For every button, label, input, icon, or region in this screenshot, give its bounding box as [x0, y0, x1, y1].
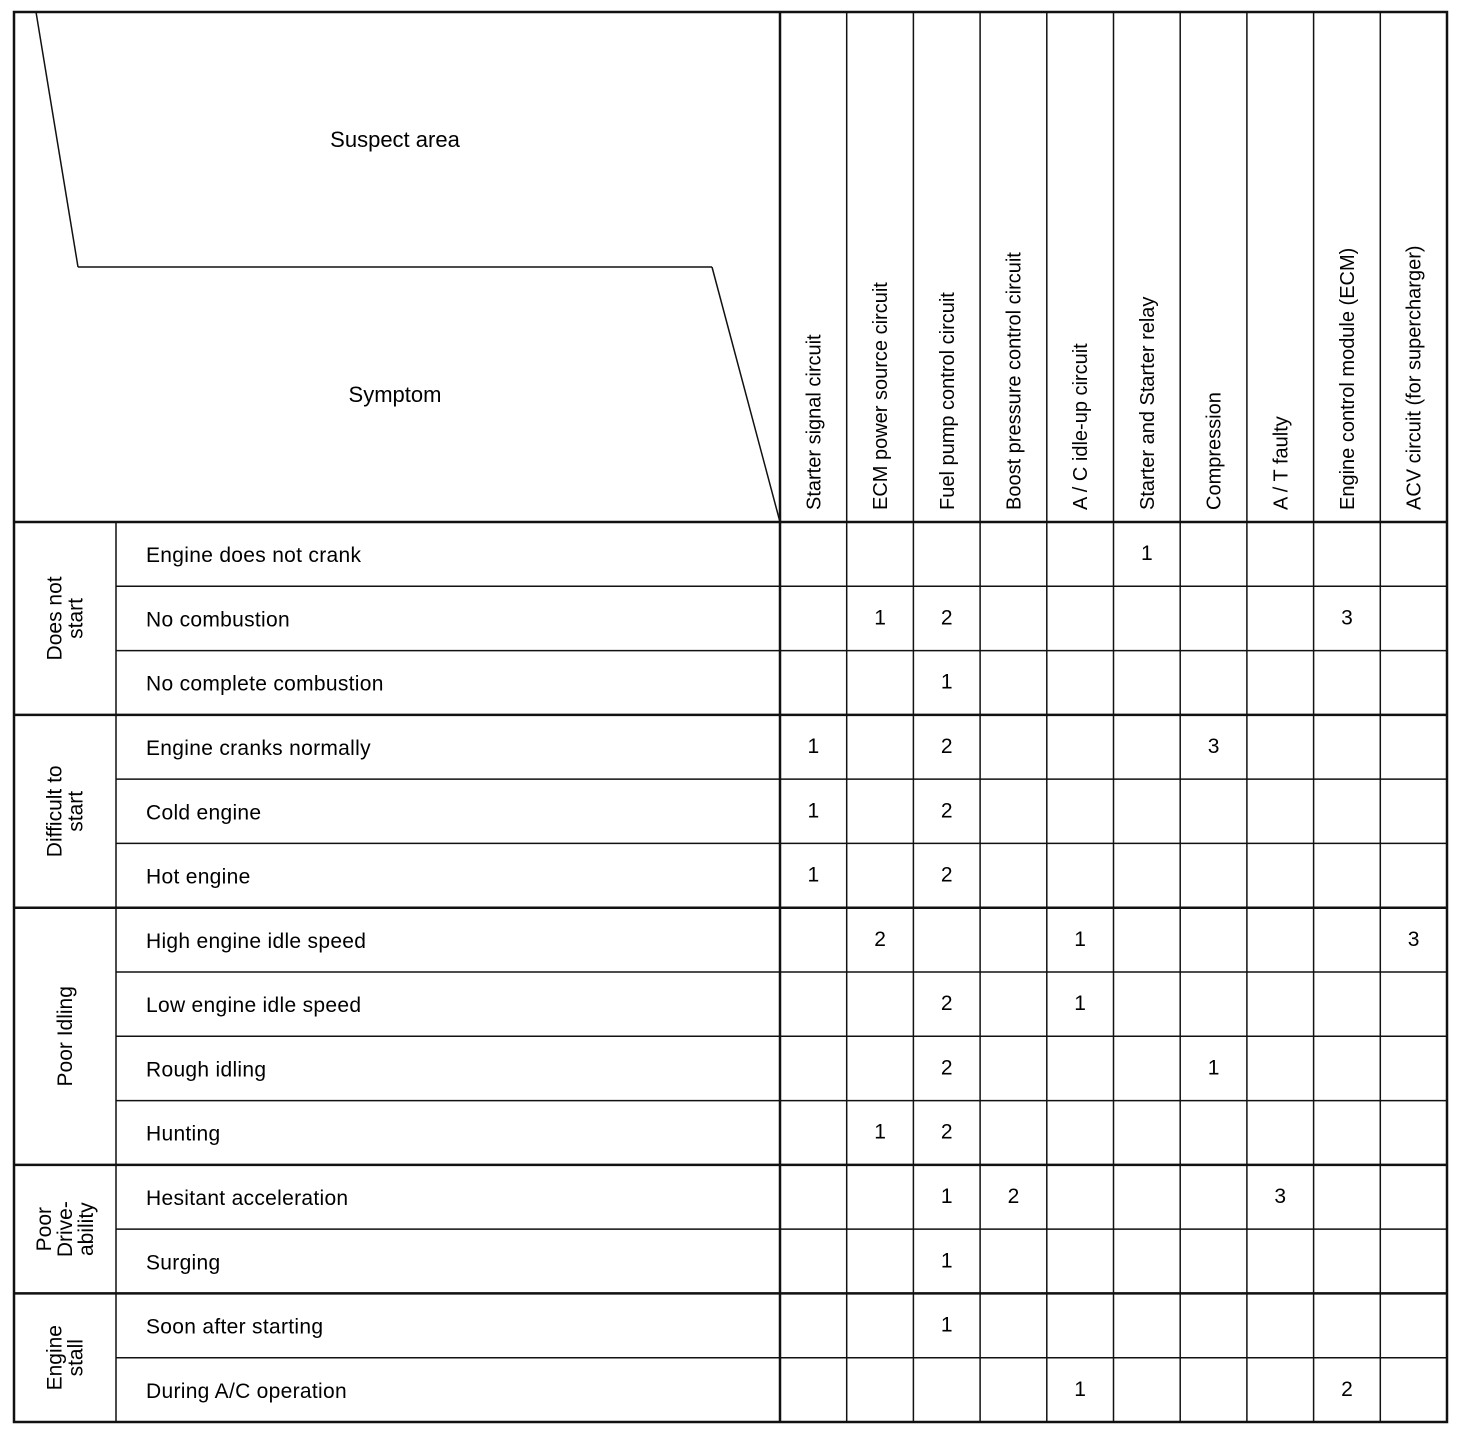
symptom-label: Low engine idle speed — [146, 994, 362, 1018]
priority-value: 2 — [940, 735, 953, 758]
priority-value: 2 — [940, 863, 953, 887]
group-label: Does not — [43, 576, 67, 661]
table-row — [146, 1056, 1219, 1081]
column-header: Fuel pump control circuit — [936, 292, 959, 510]
priority-value: 1 — [1074, 927, 1086, 951]
priority-value: 1 — [807, 799, 820, 823]
symptom-group — [44, 576, 88, 660]
priority-value: 1 — [874, 1120, 886, 1144]
table-row — [146, 735, 1219, 760]
priority-value: 3 — [1207, 735, 1220, 758]
symptom-label: Hunting — [146, 1122, 221, 1146]
priority-value: 2 — [874, 927, 886, 951]
header-diagonal-right — [712, 267, 780, 522]
table-row — [146, 1185, 1286, 1210]
priority-value: 1 — [1207, 1056, 1220, 1080]
priority-value: 1 — [807, 735, 820, 758]
priority-value: 1 — [1141, 542, 1153, 566]
priority-value: 1 — [1074, 1377, 1086, 1401]
group-label: Difficult to — [43, 765, 67, 858]
symptom-label: No combustion — [146, 608, 290, 632]
priority-value: 3 — [1341, 606, 1353, 630]
table-row — [146, 928, 1419, 953]
priority-value: 1 — [940, 1185, 953, 1208]
column-header: Engine control module (ECM) — [1336, 247, 1359, 510]
priority-value: 2 — [1007, 1185, 1020, 1208]
table-row — [146, 992, 1086, 1017]
table-row — [146, 1378, 1353, 1403]
table-row — [146, 1121, 953, 1146]
symptom-label: Engine cranks normally — [146, 737, 371, 760]
priority-value: 2 — [1341, 1377, 1353, 1401]
group-label: ability — [75, 1202, 98, 1256]
column-header: Boost pressure control circuit — [1003, 252, 1026, 510]
symptom-label: Rough idling — [146, 1058, 267, 1082]
column-header: A / T faulty — [1270, 416, 1293, 510]
column-headers — [803, 245, 1425, 510]
group-label: Drive- — [54, 1201, 77, 1258]
symptom-group — [33, 1201, 98, 1257]
symptom-label: Cold engine — [146, 801, 262, 825]
table-grid — [14, 12, 1447, 1422]
table-row — [146, 542, 1153, 567]
priority-value: 1 — [874, 606, 886, 630]
symptom-group — [54, 986, 77, 1086]
group-label: Poor — [33, 1206, 56, 1252]
column-header: ACV circuit (for supercharger) — [1403, 245, 1426, 510]
column-header: ECM power source circuit — [870, 282, 893, 510]
priority-value: 2 — [940, 1120, 953, 1144]
priority-value: 2 — [940, 1056, 953, 1080]
table-row — [146, 864, 953, 889]
table-row — [146, 799, 953, 824]
column-header: Starter and Starter relay — [1136, 296, 1159, 510]
priority-value: 3 — [1274, 1185, 1287, 1208]
priority-value: 2 — [940, 606, 953, 630]
table-frame — [14, 12, 1447, 1422]
symptom-label: During A/C operation — [146, 1379, 347, 1403]
symptom-label: High engine idle speed — [146, 929, 367, 953]
group-label: start — [64, 790, 88, 832]
table-row — [146, 671, 953, 696]
priority-value: 1 — [1074, 992, 1086, 1016]
group-label: start — [64, 598, 88, 639]
table-row — [146, 606, 1353, 631]
suspect-area-label: Suspect area — [330, 127, 460, 152]
table-row — [146, 1249, 953, 1274]
priority-value: 1 — [807, 863, 820, 887]
symptom-label: Symptom — [348, 382, 442, 407]
priority-value: 1 — [940, 670, 953, 694]
symptom-label: Hesitant acceleration — [146, 1187, 349, 1210]
symptom-label: Hot engine — [146, 865, 251, 889]
group-label: stall — [64, 1339, 88, 1377]
priority-value: 3 — [1407, 927, 1420, 951]
column-header: Compression — [1203, 392, 1226, 510]
symptom-label: No complete combustion — [146, 672, 384, 696]
priority-value: 2 — [940, 799, 953, 823]
group-label: Poor Idling — [54, 986, 77, 1087]
column-header: A / C idle-up circuit — [1070, 343, 1093, 510]
column-header: Starter signal circuit — [803, 334, 826, 510]
symptom-group — [44, 765, 88, 857]
symptom-label: Surging — [146, 1251, 221, 1275]
priority-value: 1 — [940, 1313, 953, 1337]
symptom-label: Engine does not crank — [146, 544, 362, 568]
priority-value: 1 — [940, 1249, 953, 1273]
priority-value: 2 — [940, 992, 953, 1016]
symptom-group — [44, 1325, 88, 1390]
table-row — [146, 1314, 953, 1339]
symptom-label: Soon after starting — [146, 1315, 324, 1339]
group-label: Engine — [43, 1325, 67, 1391]
header-diagonal-left — [36, 12, 78, 267]
symptom-groups — [33, 576, 98, 1390]
